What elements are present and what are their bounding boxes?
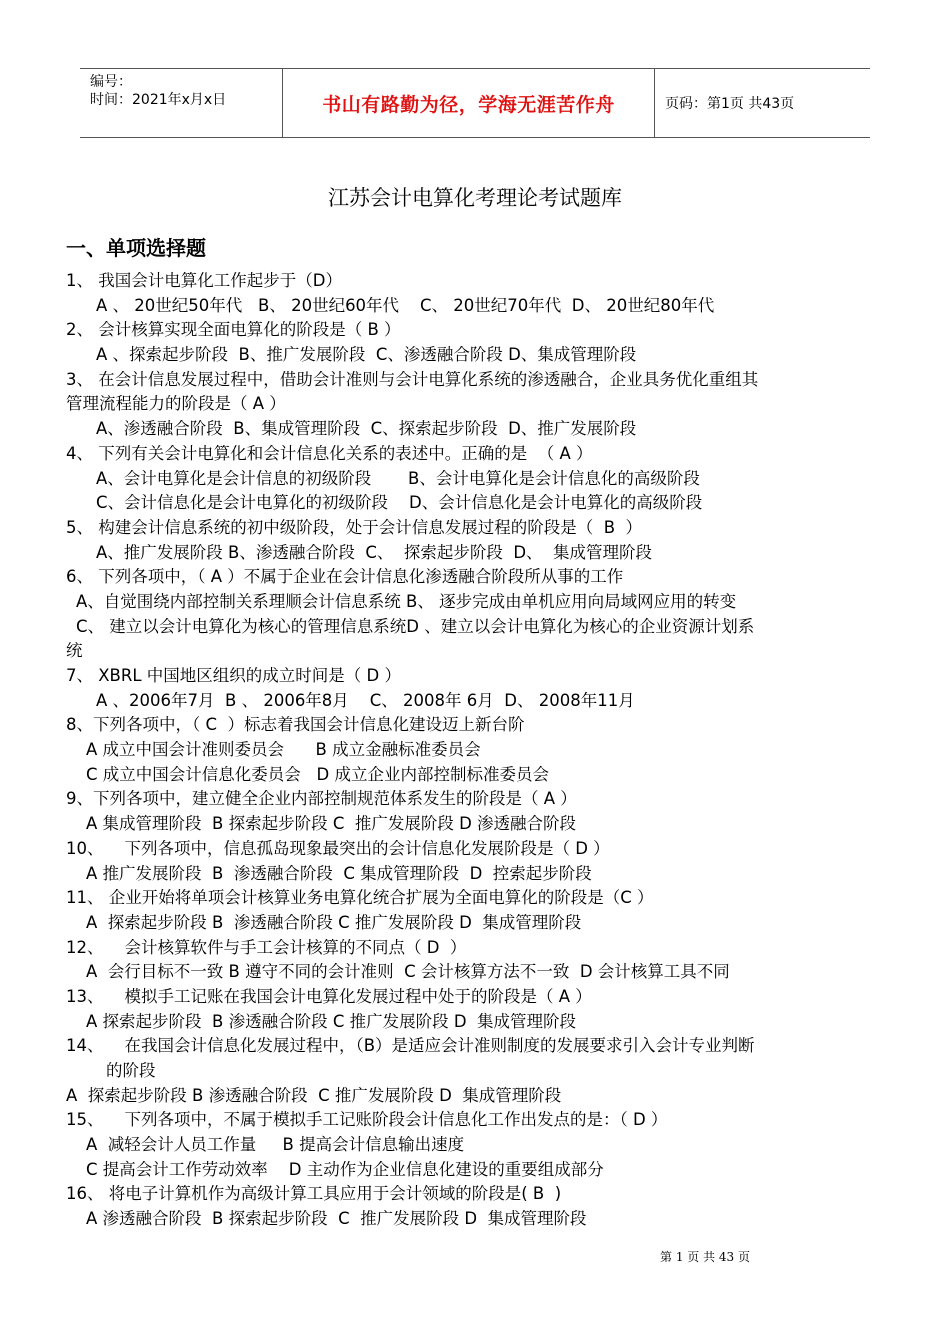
text-line: 4、 下列有关会计电算化和会计信息化关系的表述中。正确的是 （ A ）: [66, 443, 593, 463]
text-line: 2、 会计核算实现全面电算化的阶段是（ B ）: [66, 320, 401, 340]
text-line: 7、 XBRL 中国地区组织的成立时间是（ D ）: [66, 666, 401, 685]
text-line: A 、探索起步阶段 B、推广发展阶段 C、渗透融合阶段 D、集成管理阶段: [96, 345, 637, 365]
text-line: C、 建立以会计电算化为核心的管理信息系统D 、建立以会计电算化为核心的企业资源计划系: [76, 616, 755, 636]
page-footer: 第 1 页 共 43 页: [660, 1250, 750, 1264]
text-line: A、自觉围绕内部控制关系理顺会计信息系统 B、 逐步完成由单机应用向局域网应用的转变: [76, 591, 737, 611]
text-line: C、会计信息化是会计电算化的初级阶段 D、会计信息化是会计电算化的高级阶段: [96, 493, 703, 513]
text-line: A 会行目标不一致 B 遵守不同的会计准则 C 会计核算方法不一致 D 会计核算工具不同: [86, 962, 730, 982]
text-line: 的阶段: [106, 1061, 156, 1080]
text-line: A、渗透融合阶段 B、集成管理阶段 C、探索起步阶段 D、推广发展阶段: [96, 419, 637, 439]
text-line: A 集成管理阶段 B 探索起步阶段 C 推广发展阶段 D 渗透融合阶段: [86, 814, 577, 834]
text-line: A 探索起步阶段 B 渗透融合阶段 C 推广发展阶段 D 集成管理阶段: [86, 912, 582, 932]
text-line: 13、 模拟手工记账在我国会计电算化发展过程中处于的阶段是（ A ）: [66, 986, 592, 1006]
text-line: 15、 下列各项中，不属于模拟手工记账阶段会计信息化工作出发点的是：（ D ）: [66, 1110, 668, 1130]
text-line: 管理流程能力的阶段是（ A ）: [66, 394, 286, 414]
text-line: A 推广发展阶段 B 渗透融合阶段 C 集成管理阶段 D 控索起步阶段: [86, 863, 592, 883]
text-line: 统: [66, 641, 83, 661]
text-line: A 探索起步阶段 B 渗透融合阶段 C 推广发展阶段 D 集成管理阶段: [86, 1011, 577, 1031]
page-info: 页码：第1页 共43页: [665, 96, 795, 112]
date-label: 时间：2021年x月x日: [90, 92, 227, 108]
text-line: 14、 在我国会计信息化发展过程中，（B）是适应会计准则制度的发展要求引入会计专业判断: [66, 1036, 755, 1056]
text-line: 5、 构建会计信息系统的初中级阶段，处于会计信息发展过程的阶段是（ B ）: [66, 517, 643, 537]
header-table: [80, 68, 870, 138]
text-line: 3、 在会计信息发展过程中，借助会计准则与会计电算化系统的渗透融合，企业具务优化重组其: [66, 369, 759, 389]
header-page-cell: [655, 69, 870, 137]
text-line: A 、 20世纪50年代 B、 20世纪60年代 C、 20世纪70年代 D、 20世纪80年代: [96, 295, 715, 315]
text-line: C 成立中国会计信息化委员会 D 成立企业内部控制标准委员会: [86, 764, 549, 784]
text-line: 8、下列各项中，（ C ）标志着我国会计信息化建设迈上新台阶: [66, 715, 525, 735]
text-line: 11、 企业开始将单项会计核算业务电算化统合扩展为全面电算化的阶段是（C ）: [66, 888, 654, 908]
number-label: 编号：: [90, 74, 132, 90]
text-line: A 减轻会计人员工作量 B 提高会计信息输出速度: [86, 1135, 465, 1155]
text-line: 6、 下列各项中，（ A ）不属于企业在会计信息化渗透融合阶段所从事的工作: [66, 567, 624, 587]
text-line: A 探索起步阶段 B 渗透融合阶段 C 推广发展阶段 D 集成管理阶段: [66, 1085, 562, 1105]
text-line: 9、下列各项中，建立健全企业内部控制规范体系发生的阶段是（ A ）: [66, 789, 577, 809]
header-motto-cell: [283, 69, 655, 137]
section-title: 一、单项选择题: [66, 236, 206, 260]
text-line: A 渗透融合阶段 B 探索起步阶段 C 推广发展阶段 D 集成管理阶段: [86, 1209, 587, 1229]
header-meta: [80, 69, 283, 137]
text-line: A、会计电算化是会计信息的初级阶段 B、会计电算化是会计信息化的高级阶段: [96, 468, 700, 488]
text-line: 10、 下列各项中，信息孤岛现象最突出的会计信息化发展阶段是（ D ）: [66, 838, 610, 858]
text-line: A 、2006年7月 B 、 2006年8月 C、 2008年 6月 D、 2008年11月: [96, 690, 635, 710]
question-list: [66, 269, 886, 1232]
text-line: 1、 我国会计电算化工作起步于（D）: [66, 271, 342, 290]
text-line: A 成立中国会计准则委员会 B 成立金融标准委员会: [86, 740, 481, 760]
document-title: 江苏会计电算化考理论考试题库: [328, 186, 622, 210]
motto: 书山有路勤为径，学海无涯苦作舟: [322, 93, 615, 116]
text-line: 12、 会计核算软件与手工会计核算的不同点（ D ）: [66, 937, 467, 957]
text-line: A、推广发展阶段 B、渗透融合阶段 C、 探索起步阶段 D、 集成管理阶段: [96, 542, 653, 562]
text-line: C 提高会计工作劳动效率 D 主动作为企业信息化建设的重要组成部分: [86, 1159, 604, 1179]
text-line: 16、 将电子计算机作为高级计算工具应用于会计领域的阶段是( B ): [66, 1184, 562, 1204]
